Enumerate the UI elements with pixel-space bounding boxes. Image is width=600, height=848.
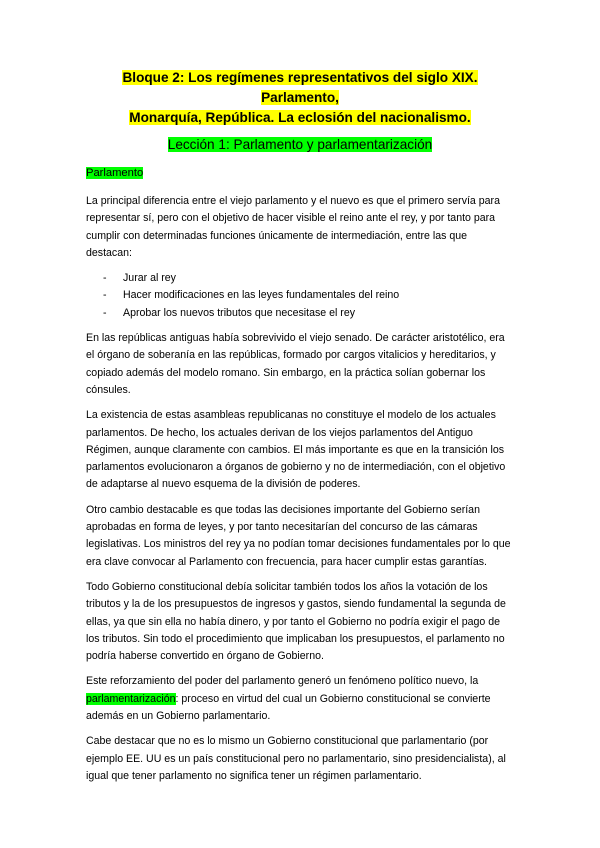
paragraph-6: [86, 673, 514, 725]
block-title: [86, 68, 514, 128]
list-item: [86, 287, 514, 304]
lesson-heading: [86, 136, 514, 154]
paragraph-6-start: Este reforzamiento del poder del parlamento generó un fenómeno político nuevo, la: [86, 675, 479, 688]
section-heading-text: Parlamento: [86, 167, 144, 179]
list-item-text: Hacer modificaciones en las leyes fundamentales del reino: [123, 289, 400, 302]
list-item-text: Aprobar los nuevos tributos que necesitase el rey: [123, 306, 356, 319]
paragraph-1: La principal diferencia entre el viejo parlamento y el nuevo es que el primero servía para representar sí, pero con el objetivo de hacer visible el reino ante el rey, y por tanto para cumplir con determinadas funciones únicamente de intermediación, entre las que destacan:: [86, 195, 500, 259]
bullet-dash: -: [103, 306, 107, 319]
paragraph-5: Todo Gobierno constitucional debía solicitar también todos los años la votación de los tributos y la de los presupuestos de ingresos y gastos, siendo fundamental la segunda de ellas, ya que sin ella no había dinero, y por tanto el Gobierno no podría exigir el pago de los tributos. Sin todo el procedimiento que implicaban los presupuestos, el parlamento no podría haberse convertido en órgano de Gobierno.: [86, 580, 506, 663]
bullet-dash: -: [103, 272, 107, 285]
paragraph-7: Cabe destacar que no es lo mismo un Gobierno constitucional que parlamentario (por ejemplo EE. UU es un país constitucional pero no parlamentario, sino presidencialista), al igual que tener parlamento no significa tener un régimen parlamentario.: [86, 735, 506, 782]
section-heading: [86, 166, 514, 181]
highlighted-term: parlamentarización: [86, 692, 176, 705]
block-title-line-2: Monarquía, República. La eclosión del nacionalismo.: [129, 110, 471, 125]
list-item: [86, 305, 514, 322]
paragraph-3: La existencia de estas asambleas republicanas no constituye el modelo de los actuales parlamentos. De hecho, los actuales derivan de los viejos parlamentos del Antiguo Régimen, aunque claramente con cambios. El más importante es que en la transición los parlamentos evolucionaron a órganos de gobierno y no de intermediación, con el objetivo de adaptarse al nuevo esquema de la división de poderes.: [86, 409, 506, 491]
paragraph-6-end: : proceso en virtud del cual un Gobierno constitucional se convierte además en un Gobierno parlamentario.: [86, 692, 491, 723]
bullet-list: [86, 270, 514, 322]
block-title-line-1: Bloque 2: Los regímenes representativos del siglo XIX. Parlamento,: [122, 70, 478, 105]
lesson-heading-text: Lección 1: Parlamento y parlamentarización: [167, 137, 433, 152]
paragraph-2: En las repúblicas antiguas había sobrevivido el viejo senado. De carácter aristotélico, era el órgano de soberanía en las repúblicas, formado por cargos vitalicios y hereditarios, y copiado además del modelo romano. Sin embargo, en la práctica solían gobernar los cónsules.: [86, 332, 505, 396]
paragraph-4: Otro cambio destacable es que todas las decisiones importante del Gobierno serían aprobadas en forma de leyes, y por tanto necesitarían del concurso de las cámaras legislativas. Los ministros del rey ya no podían tomar decisiones fundamentales por lo que era clave convocar al Parlamento con frecuencia, para hacer cumplir estas garantías.: [86, 503, 511, 568]
bullet-dash: -: [103, 289, 107, 302]
list-item-text: Jurar al rey: [123, 272, 176, 285]
list-item: [86, 270, 514, 287]
